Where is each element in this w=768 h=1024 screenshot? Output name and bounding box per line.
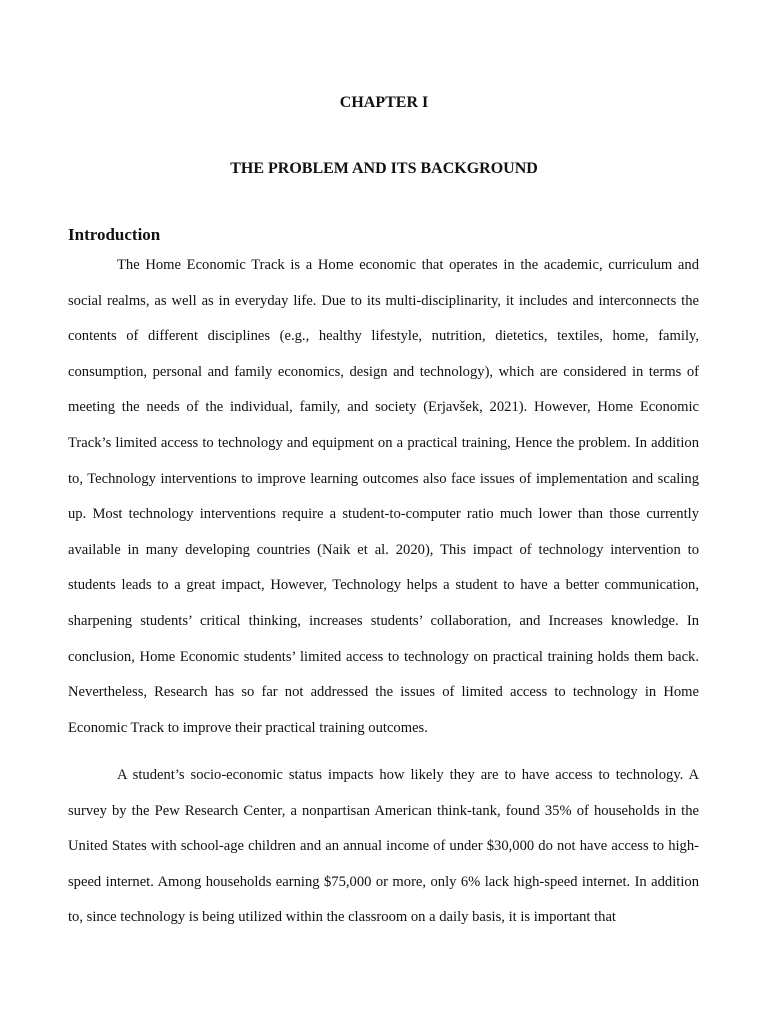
body-paragraph: The Home Economic Track is a Home economic that operates in the academic, curriculum and social realms, as well as in everyday life. Due to its multi-disciplinarity, it includes and interconnects the contents of different disciplines (e.g., healthy lifestyle, nutrition, dietetics, textiles, home, family, consumption, personal and family economics, design and technology), which are considered in terms of meeting the needs of the individual, family, and society (Erjavšek, 2021). However, Home Economic Track’s limited access to technology and equipment on a practical training, Hence the problem. In addition to, Technology interventions to improve learning outcomes also face issues of implementation and scaling up. Most technology interventions require a student-to-computer ratio much lower than those currently available in many developing countries (Naik et al. 2020), This impact of technology intervention to students leads to a great impact, However, Technology helps a student to have a better communication, sharpening students’ critical thinking, increases students’ collaboration, and Increases knowledge. In conclusion, Home Economic students’ limited access to technology on practical training holds them back. Nevertheless, Research has so far not addressed the issues of limited access to technology in Home Economic Track to improve their practical training outcomes. [68,257,699,736]
chapter-title: THE PROBLEM AND ITS BACKGROUND [230,160,538,177]
chapter-label: CHAPTER I [339,94,429,111]
section-heading: Introduction [68,225,161,244]
body-paragraph: A student’s socio-economic status impacts how likely they are to have access to technology. A survey by the Pew Research Center, a nonpartisan American think-tank, found 35% of households in the United States with school-age children and an annual income of under $30,000 do not have access to high-speed internet. Among households earning $75,000 or more, only 6% lack high-speed internet. In addition to, since technology is being utilized within the classroom on a daily basis, it is important that [68,767,699,926]
